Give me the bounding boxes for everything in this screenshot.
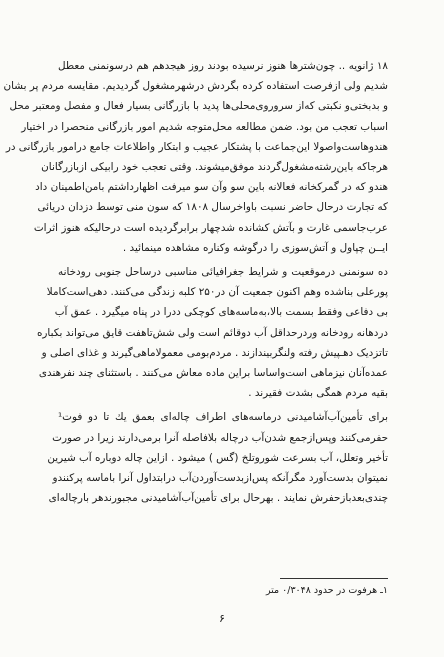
- text-line: شدیم ولی ازفرصت استفاده کرده بگردش درشهرمشغول گردیدیم. مقایسه مردم پر بشان: [3, 80, 388, 93]
- footnote: ۱ـ هرفوت در حدود ۰/۳۰۴۸ متر: [265, 585, 388, 596]
- text-line: پورعلی بناشده وهم اکنون جمعیت آن در۲۵۰ کلبه زندگی می‌کنند. دهی‌است‌کاملا: [46, 286, 388, 299]
- text-line: هرجاکه باین‌رشته‌مشغول‌گردند موفق‌میشوند. وقتی تعجب خود رابیکی ازبازرگانان: [41, 161, 388, 174]
- text-line: اسباب تعجب من بود. ضمن مطالعه محل‌متوجه شدیم امور بازرگانی منحصرا در اختیار: [21, 120, 388, 133]
- text-line: هندو که در گمرکخانه فعالانه باین سو وآن سو میرفت اظهارداشتم بامن‌اطمینان داد: [35, 181, 388, 194]
- text-line: دردهانه رودخانه وردرحداقل آب دوقائم است ولی شش‌تاهفت قایق می‌تواند بکباره: [36, 326, 388, 339]
- text-line: بی دفاعی وفقط بسمت بالا،به‌ماسه‌های کوچکی ددرا در پناه میگیرد . عمق آب: [54, 306, 388, 319]
- text-line: ۱۸ ژانویه .. چون‌شترها هنوز نرسیده بودند روز هیجدهم هم درسونمنی معطل: [58, 60, 388, 72]
- text-line: عرب‌جاسمی غارت و بآتش کشانده شدچهار برابرگردیده است درحالیکه هنوز اثرات: [33, 221, 388, 234]
- text-line: ایــن چپاول و آتش‌سوزی را درگوشه وکناره مشاهده مینمائید .: [122, 241, 388, 254]
- text-line: نمیتوان بدست‌آورد مگرآنکه پس‌ازبدست‌آوردن‌آب درابتداول آنرا باماسه پرکنندو: [52, 472, 388, 485]
- text-line: که تجارت درحال حاضر نسبت باواخرسال ۱۸۰۸ که سون منی توسط دزدان دریائی: [37, 201, 388, 214]
- body-text: [3, 56, 388, 508]
- text-line: عمده‌آنان نیزماهی است‌واساسا براین ماده معاش می‌کنند . باستثنای چند نفرهندی: [38, 367, 388, 380]
- text-line: بقیه مردم همگی بشدت فقیرند .: [248, 387, 388, 400]
- paragraph-2: [36, 262, 388, 403]
- text-line: ده سونمنی درموقعیت و شرایط جغرافیائی مناسبی درساحل جنوبی رودخانه: [58, 266, 388, 279]
- paragraph-3: [47, 407, 388, 508]
- text-line: هندوهاست‌واصولا این‌جماعت با پشتکار عجیب و ابتکار واطلاعات جامع درامور بازرگانی در: [5, 140, 388, 153]
- text-line: برای تأمین‌آب‌آشامیدنی درماسه‌های اطراف چاله‌ای بعمق یك تا دو فوت¹: [58, 411, 388, 424]
- paragraph-1: [3, 56, 388, 258]
- text-line: تأخیر وتعلل، آب بسرعت شوروتلخ (گس ) میشود . ازاین چاله دوباره آب شیرین: [47, 451, 388, 464]
- footnote-divider: [280, 578, 388, 579]
- text-line: چندی‌بعدبازحفرش نمایند . بهرحال برای تأمین‌آب‌آشامیدنی مجبورندهر بارچاله‌ای: [48, 492, 388, 505]
- text-line: حفرمی‌کنند وپس‌ازجمع شدن‌آب درچاله بلافاصله آنرا برمی‌دارند زیرا در صورت: [52, 431, 388, 444]
- text-line: تاتزدیک دهـپیش رفته ولنگربیندازند . مردم‌بومی معمولاماهی‌گیرند و غذای اصلی و: [41, 346, 388, 359]
- text-line: و بدبختی‌و نکبتی که‌از سروروی‌محلی‌ها پدید با بازرگانی بسیار فعال و مفصل ومعتبر محل: [9, 100, 388, 113]
- page-number: ۶: [219, 612, 225, 625]
